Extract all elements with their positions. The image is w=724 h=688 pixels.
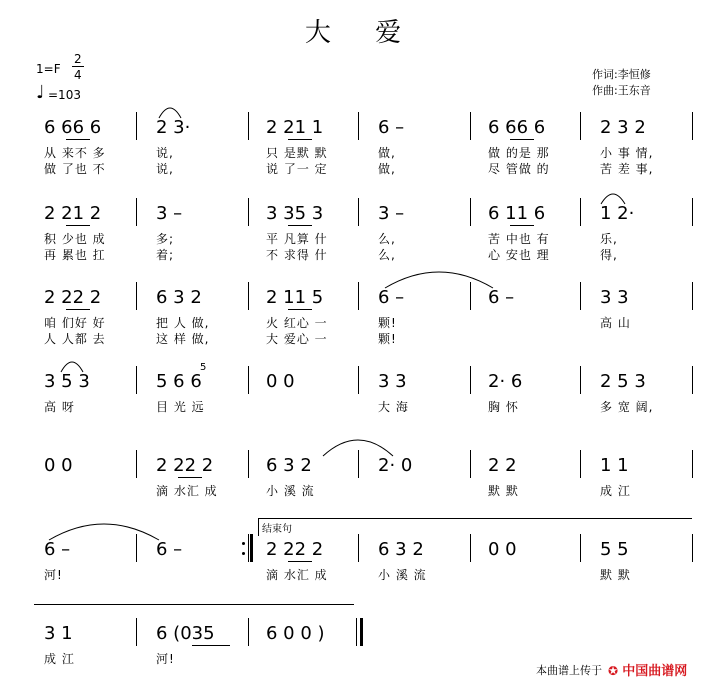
bar-line: [580, 282, 581, 310]
measure-notes: 3 35 3: [266, 203, 324, 224]
lyric-verse-2: 颗!: [378, 332, 397, 346]
lyric-verse-1: 火 红心 一: [266, 316, 328, 330]
bar-line: [692, 112, 693, 140]
lyric-verse-2: 说,: [156, 162, 174, 176]
measure-notes: 3 5 3: [44, 371, 90, 392]
measure-notes: 6 –: [156, 539, 183, 560]
bar-line: [470, 450, 471, 478]
measure-notes: 2 3·: [156, 117, 191, 138]
ending-bracket: [258, 518, 692, 519]
bar-line: [136, 450, 137, 478]
measure-notes: 2 2: [488, 455, 517, 476]
measure-notes: 6 66 6: [44, 117, 102, 138]
bar-line: [248, 534, 249, 562]
quarter-note-icon: ♩: [36, 82, 45, 103]
measure-notes: 2 22 2: [266, 539, 324, 560]
beam-underline: [66, 225, 90, 226]
lyric-verse-2: 苦 差 事,: [600, 162, 654, 176]
beam-underline: [178, 477, 202, 478]
lyric-verse-2: 尽 管做 的: [488, 162, 550, 176]
bar-line: [136, 618, 137, 646]
time-signature-denominator: 4: [74, 68, 82, 82]
bar-line: [136, 112, 137, 140]
lyric-verse-1: 多 宽 阔,: [600, 400, 654, 414]
lyric-verse-1: 平 凡算 什: [266, 232, 328, 246]
measure-notes: 2 11 5: [266, 287, 324, 308]
lyric-verse-1: 成 江: [600, 484, 631, 498]
measure-notes: 2 22 2: [44, 287, 102, 308]
measure-notes: 3 3: [600, 287, 629, 308]
lyric-verse-2: 人 人都 去: [44, 332, 106, 346]
upload-note: 本曲谱上传于: [536, 664, 602, 677]
bar-line: [358, 112, 359, 140]
measure-notes: 0 0: [266, 371, 295, 392]
lyric-verse-1: 苦 中也 有: [488, 232, 550, 246]
lyric-verse-1: 从 来不 多: [44, 146, 106, 160]
key-signature: 1=F: [36, 62, 61, 76]
bar-line: [580, 366, 581, 394]
lyric-verse-2: 说 了一 定: [266, 162, 328, 176]
lyric-verse-1: 咱 们好 好: [44, 316, 106, 330]
bar-line: [692, 366, 693, 394]
lyric-verse-1: 做 的是 那: [488, 146, 550, 160]
lyric-verse-2: 心 安也 理: [488, 248, 550, 262]
measure-notes: 2 5 3: [600, 371, 646, 392]
measure-notes: 3 –: [378, 203, 405, 224]
measure-notes: 6 0 0 ): [266, 623, 325, 644]
beam-underline: [288, 225, 312, 226]
lyric-verse-1: 滴 水汇 成: [156, 484, 218, 498]
slur-mark: [60, 362, 84, 372]
measure-notes: 5 6 6: [156, 371, 202, 392]
lyric-verse-2: 么,: [378, 248, 396, 262]
ending-bracket-edge: [258, 518, 259, 536]
lyric-verse-1: 小 事 情,: [600, 146, 654, 160]
bar-line: [358, 534, 359, 562]
final-bar-line: [360, 618, 363, 646]
bar-line: [580, 198, 581, 226]
lyric-verse-1: 默 默: [600, 568, 631, 582]
slur-mark: [158, 108, 182, 118]
lyric-verse-1: 说,: [156, 146, 174, 160]
ending-label: 结束句: [262, 524, 292, 535]
measure-notes: 3 1: [44, 623, 73, 644]
bar-line: [248, 282, 249, 310]
measure-notes: 6 –: [488, 287, 515, 308]
bar-line: [470, 112, 471, 140]
lyric-verse-1: 多;: [156, 232, 175, 246]
tempo-marking: =103: [48, 88, 81, 102]
lyric-verse-1: 只 是默 默: [266, 146, 328, 160]
bar-line: [358, 282, 359, 310]
beam-underline: [288, 561, 312, 562]
slur-mark: [600, 194, 626, 204]
bar-line: [692, 282, 693, 310]
repeat-dot: [242, 542, 245, 545]
bar-line: [356, 618, 357, 646]
lyric-verse-1: 河!: [44, 568, 63, 582]
beam-underline: [192, 645, 230, 646]
measure-notes: 1 2·: [600, 203, 635, 224]
lyric-verse-1: 做,: [378, 146, 396, 160]
measure-notes: 0 0: [488, 539, 517, 560]
lyric-verse-1: 么,: [378, 232, 396, 246]
lyric-verse-1: 胸 怀: [488, 400, 519, 414]
logo-text: 中国曲谱网: [622, 664, 688, 679]
time-signature-numerator: 2: [74, 52, 82, 66]
lyric-verse-1: 河!: [156, 652, 175, 666]
slur-mark: [48, 524, 160, 540]
measure-notes: 3 3: [378, 371, 407, 392]
song-title: 大 爱: [304, 18, 420, 48]
repeat-bar: [250, 534, 253, 562]
slur-mark: [384, 272, 494, 288]
bar-line: [692, 450, 693, 478]
bar-line: [248, 366, 249, 394]
lyric-verse-2: 这 样 做,: [156, 332, 210, 346]
measure-notes: 6 66 6: [488, 117, 546, 138]
composer-credit: 作曲:王东音: [592, 84, 651, 97]
bar-line: [470, 198, 471, 226]
measure-notes: 3 –: [156, 203, 183, 224]
lyric-verse-1: 默 默: [488, 484, 519, 498]
lyric-verse-1: 小 溪 流: [266, 484, 315, 498]
lyric-verse-1: 把 人 做,: [156, 316, 210, 330]
repeat-dot: [242, 552, 245, 555]
beam-underline: [66, 309, 90, 310]
measure-notes: 6 3 2: [156, 287, 202, 308]
beam-underline: [510, 225, 534, 226]
measure-notes: 6 –: [44, 539, 71, 560]
measure-notes: 2· 6: [488, 371, 523, 392]
lyric-verse-1: 大 海: [378, 400, 409, 414]
bar-line: [136, 366, 137, 394]
logo-icon: ✪: [608, 664, 619, 678]
bar-line: [248, 112, 249, 140]
bar-line: [248, 198, 249, 226]
lyric-verse-1: 高 呀: [44, 400, 75, 414]
measure-notes: 5 5: [600, 539, 629, 560]
lyric-verse-1: 积 少也 成: [44, 232, 106, 246]
measure-notes: 6 3 2: [378, 539, 424, 560]
measure-notes: 1 1: [600, 455, 629, 476]
lyric-verse-1: 乐,: [600, 232, 618, 246]
slur-mark: [322, 440, 394, 456]
bar-line: [136, 198, 137, 226]
lyric-verse-2: 做 了也 不: [44, 162, 106, 176]
lyric-verse-1: 小 溪 流: [378, 568, 427, 582]
lyric-verse-2: 着;: [156, 248, 175, 262]
measure-notes: 2· 0: [378, 455, 413, 476]
grace-note: 5: [200, 362, 207, 373]
measure-notes: 6 11 6: [488, 203, 546, 224]
lyric-verse-2: 得,: [600, 248, 618, 262]
bar-line: [692, 198, 693, 226]
lyric-verse-2: 再 累也 扛: [44, 248, 106, 262]
measure-notes: 6 –: [378, 117, 405, 138]
lyric-verse-1: 滴 水汇 成: [266, 568, 328, 582]
measure-notes: 0 0: [44, 455, 73, 476]
lyric-verse-2: 不 求得 什: [266, 248, 328, 262]
system-bracket: [34, 604, 354, 605]
bar-line: [580, 534, 581, 562]
lyric-verse-1: 目 光 远: [156, 400, 205, 414]
beam-underline: [66, 139, 90, 140]
beam-underline: [510, 139, 534, 140]
lyricist-credit: 作词:李恒修: [592, 68, 651, 81]
lyric-verse-1: 颗!: [378, 316, 397, 330]
bar-line: [358, 366, 359, 394]
bar-line: [358, 198, 359, 226]
site-logo[interactable]: [608, 660, 687, 679]
measure-notes: 2 21 2: [44, 203, 102, 224]
measure-notes: 6 –: [378, 287, 405, 308]
bar-line: [580, 450, 581, 478]
measure-notes: 2 3 2: [600, 117, 646, 138]
lyric-verse-1: 高 山: [600, 316, 631, 330]
bar-line: [248, 450, 249, 478]
bar-line: [470, 534, 471, 562]
bar-line: [692, 534, 693, 562]
measure-notes: 6 3 2: [266, 455, 312, 476]
bar-line: [580, 112, 581, 140]
measure-notes: 2 21 1: [266, 117, 324, 138]
beam-underline: [288, 309, 312, 310]
bar-line: [470, 366, 471, 394]
bar-line: [136, 282, 137, 310]
lyric-verse-2: 大 爱心 一: [266, 332, 328, 346]
beam-underline: [288, 139, 312, 140]
measure-notes: 2 22 2: [156, 455, 214, 476]
lyric-verse-2: 做,: [378, 162, 396, 176]
bar-line: [248, 618, 249, 646]
lyric-verse-1: 成 江: [44, 652, 75, 666]
measure-notes: 6 (035: [156, 623, 215, 644]
